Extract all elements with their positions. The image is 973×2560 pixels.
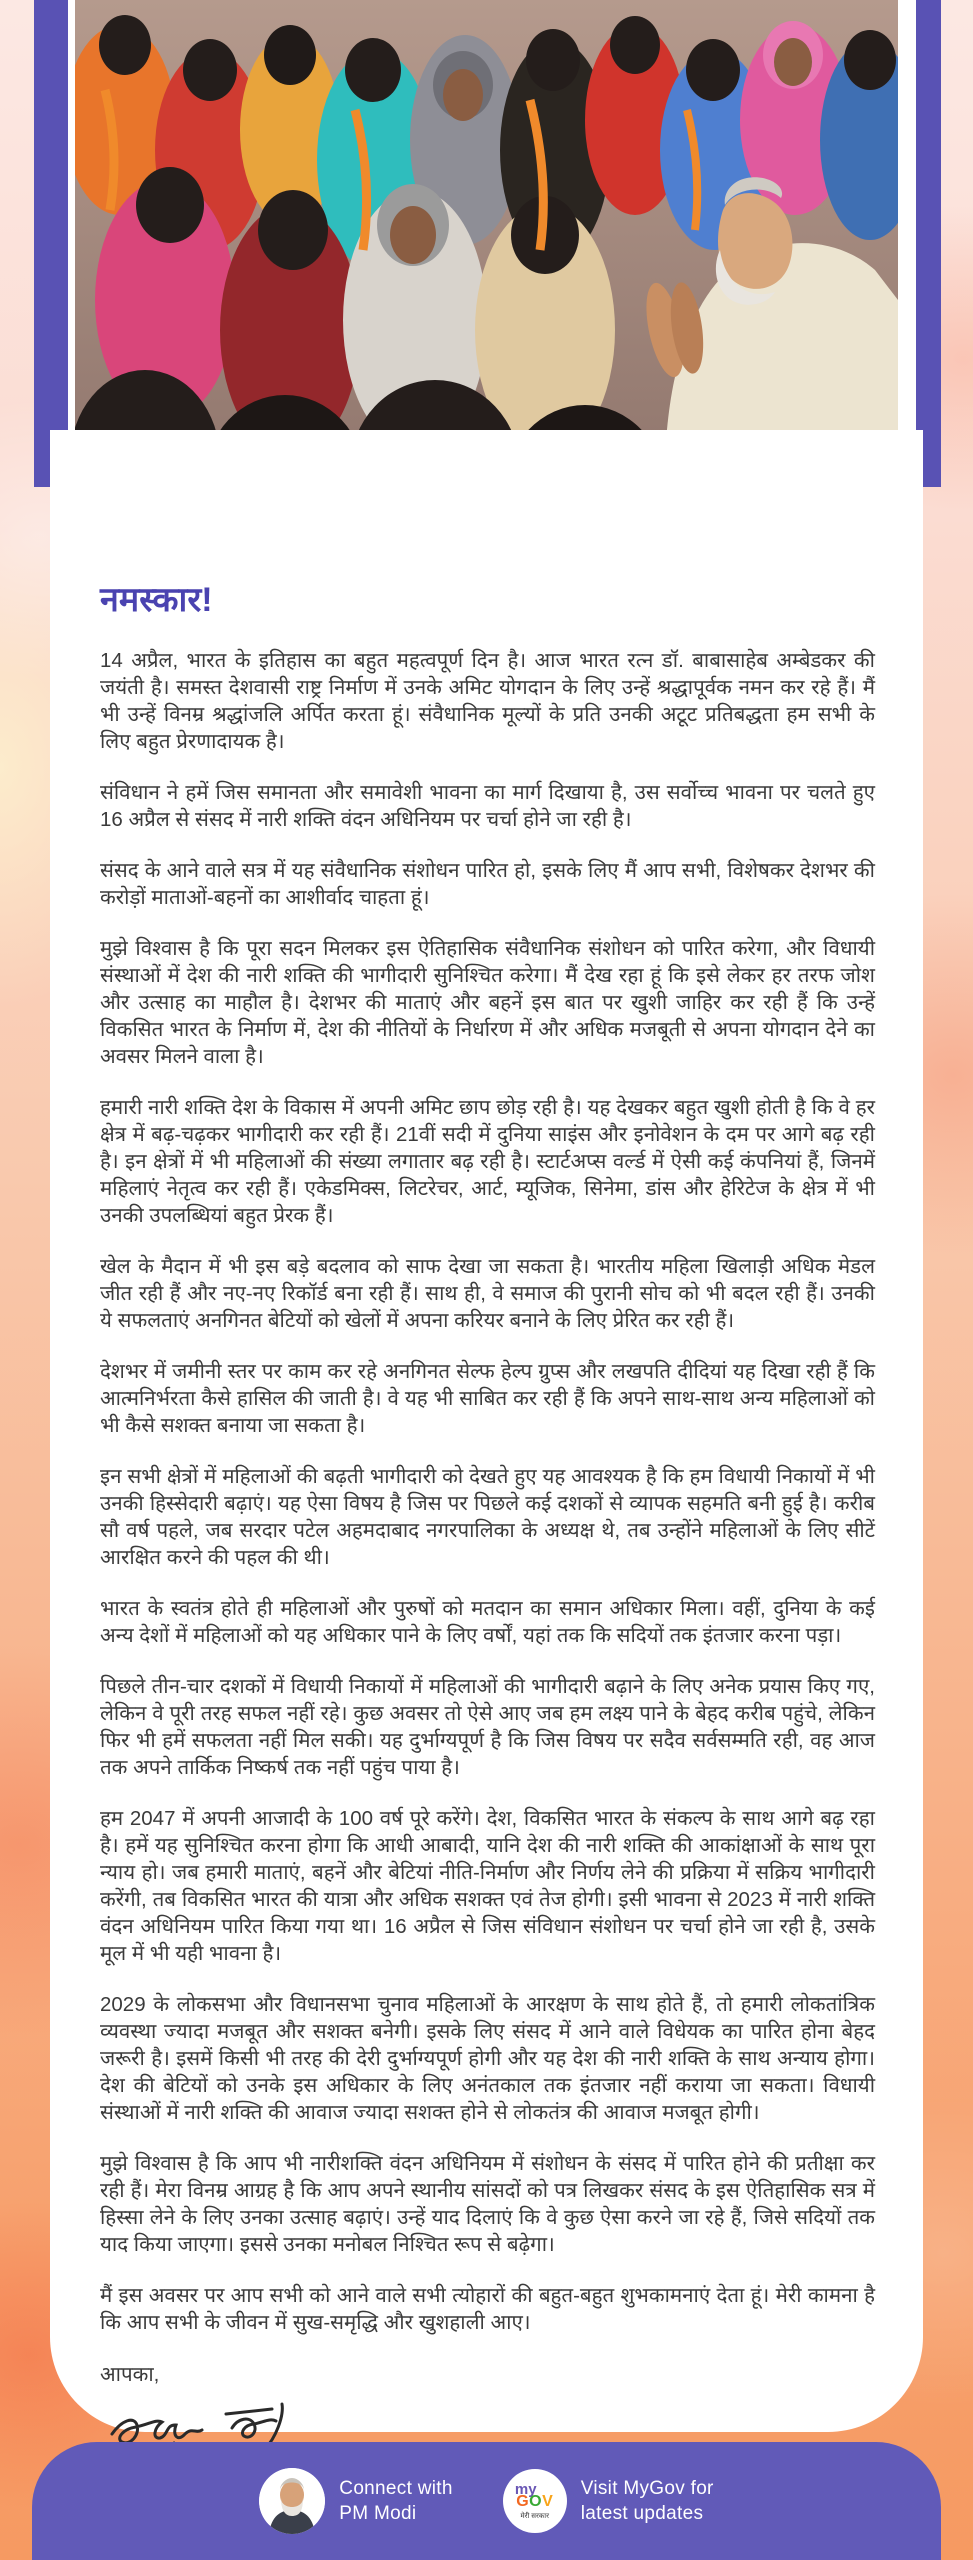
letter-paragraph: पिछले तीन-चार दशकों में विधायी निकायों में महिलाओं की भागीदारी बढ़ाने के लिए अनेक प्रयास किए गए, लेकिन वे पूरी तरह सफल नहीं रहे। कुछ अवसर तो ऐसे आए जब हम लक्ष्य पाने के बेहद करीब पहुंचे, लेकिन फिर भी हमें सफलता नहीं मिल सकी। यह दुर्भाग्यपूर्ण है कि जिस विषय पर सदैव सर्वसम्मति रही, वह आज तक अपने तार्किक निष्कर्ष तक नहीं पहुंच पाया है।	[100, 1675, 875, 1779]
pm-modi-avatar-icon	[259, 2468, 325, 2534]
mygov-label: Visit MyGov for latest updates	[580, 2478, 714, 2524]
letter-paragraph: हमारी नारी शक्ति देश के विकास में अपनी अमिट छाप छोड़ रही है। यह देखकर बहुत खुशी होती है कि वे हर क्षेत्र में बढ़-चढ़कर भागीदारी कर रही हैं। 21वीं सदी में दुनिया साइंस और इनोवेशन के दम पर आगे बढ़ रही है। इन क्षेत्रों में भी महिलाओं की संख्या लगातार बढ़ रही है। स्टार्टअप्स वर्ल्ड में ऐसी कई कंपनियां हैं, जिनमें महिलाएं नेतृत्व कर रही हैं। एकेडमिक्स, लिटरेचर, आर्ट, म्यूजिक, सिनेमा, डांस और हेरिटेज के क्षेत्र में भी उनकी उपलब्धियां बहुत प्रेरक हैं।	[100, 1096, 875, 1227]
letter-paragraph: मुझे विश्वास है कि आप भी नारीशक्ति वंदन अधिनियम में संशोधन के संसद में पारित होने की प्रतीक्षा कर रही हैं। मेरा विनम्र आग्रह है कि आप अपने स्थानीय सांसदों को पत्र लिखकर संसद के इस ऐतिहासिक सत्र में हिस्सा लेने के लिए उनका उत्साह बढ़ाएं। उन्हें याद दिलाएं कि वे कुछ ऐसा करने जा रहे हैं, जिसे सदियों तक याद किया जाएगा। इससे उनका मनोबल निश्चित रूप से बढ़ेगा।	[100, 2152, 875, 2256]
mygov-logo-icon: my GOV मेरी सरकार	[503, 2469, 567, 2533]
visit-mygov-link[interactable]	[503, 2469, 714, 2533]
letter-paragraph: संविधान ने हमें जिस समानता और समावेशी भावना का मार्ग दिखाया है, उस सर्वोच्च भावना पर चलते हुए 16 अप्रैल से संसद में नारी शक्ति वंदन अधिनियम पर चर्चा होने जा रही है।	[100, 781, 875, 831]
letter-paragraph: 2029 के लोकसभा और विधानसभा चुनाव महिलाओं के आरक्षण के साथ होते हैं, तो हमारी लोकतांत्रिक व्यवस्था ज्यादा मजबूत और सशक्त बनेगी। इसके लिए संसद में आने वाले विधेयक का पारित होना बेहद जरूरी है। इसमें किसी भी तरह की देरी दुर्भाग्यपूर्ण होगी और यह देश की नारी शक्ति के साथ अन्याय होगा। देश की बेटियों को उनके इस अधिकार के लिए अनंतकाल तक इंतजार नहीं कराया जा सकता। विधायी संस्थाओं में नारी शक्ति की आवाज ज्यादा सशक्त होने से लोकतंत्र की आवाज मजबूत होगी।	[100, 1993, 875, 2124]
letter-greeting: नमस्कार!	[100, 581, 213, 619]
connect-label: Connect with PM Modi	[339, 2478, 453, 2524]
letter-paragraph: भारत के स्वतंत्र होते ही महिलाओं और पुरुषों को मतदान का समान अधिकार मिला। वहीं, दुनिया के कई अन्य देशों में महिलाओं को यह अधिकार पाने के लिए वर्षों, यहां तक कि सदियों तक इंतजार करना पड़ा।	[100, 1597, 875, 1647]
letter-paragraph: मैं इस अवसर पर आप सभी को आने वाले सभी त्योहारों की बहुत-बहुत शुभकामनाएं देता हूं। मेरी कामना है कि आप सभी के जीवन में सुख-समृद्धि और खुशहाली आए।	[100, 2284, 875, 2334]
letter-paragraph: खेल के मैदान में भी इस बड़े बदलाव को साफ देखा जा सकता है। भारतीय महिला खिलाड़ी अधिक मेडल जीत रही हैं और नए-नए रिकॉर्ड बना रही हैं। साथ ही, वे समाज की पुरानी सोच को भी बदल रही हैं। उनकी ये सफलताएं अनगिनत बेटियों को खेलों में अपना करियर बनाने के लिए प्रेरित कर रही हैं।	[100, 1255, 875, 1332]
letter-card	[50, 430, 923, 2432]
letter-paragraph: इन सभी क्षेत्रों में महिलाओं की बढ़ती भागीदारी को देखते हुए यह आवश्यक है कि हम विधायी निकायों में भी उनकी हिस्सेदारी बढ़ाएं। यह ऐसा विषय है जिस पर पिछले कई दशकों से व्यापक सहमति बनी हुई है। करीब सौ वर्ष पहले, जब सरदार पटेल अहमदाबाद नगरपालिका के अध्यक्ष थे, तब उन्होंने महिलाओं के लिए सीटें आरक्षित करने की पहल की थी।	[100, 1465, 875, 1569]
connect-pm-modi-link[interactable]	[259, 2468, 452, 2534]
letter-paragraph: 14 अप्रैल, भारत के इतिहास का बहुत महत्वपूर्ण दिन है। आज भारत रत्न डॉ. बाबासाहेब अम्बेडकर की जयंती है। समस्त देशवासी राष्ट्र निर्माण में उनके अमिट योगदान के लिए उन्हें श्रद्धापूर्वक नमन कर रहे हैं। मैं भी उन्हें विनम्र श्रद्धांजलि अर्पित करता हूं। संवैधानिक मूल्यों के प्रति उनकी अटूट प्रतिबद्धता हम सभी के लिए बहुत प्रेरणादायक है।	[100, 649, 875, 753]
letter-paragraph: संसद के आने वाले सत्र में यह संवैधानिक संशोधन पारित हो, इसके लिए मैं आप सभी, विशेषकर देशभर की करोड़ों माताओं-बहनों का आशीर्वाद चाहता हूं।	[100, 859, 875, 909]
footer-bar	[32, 2442, 941, 2560]
letter-paragraph: मुझे विश्वास है कि पूरा सदन मिलकर इस ऐतिहासिक संवैधानिक संशोधन को पारित करेगा, और विधायी संस्थाओं में देश की नारी शक्ति की भागीदारी सुनिश्चित करेगा। मैं देख रहा हूं कि इसे लेकर हर तरफ जोश और उत्साह का माहौल है। देशभर की माताएं और बहनें इस बात पर खुशी जाहिर कर रही हैं कि उन्हें विकसित भारत के निर्माण में, देश की नीतियों के निर्धारण में और अधिक मजबूती से अपना योगदान देने का अवसर मिलने वाला है।	[100, 937, 875, 1068]
letter-paragraphs	[100, 647, 875, 2336]
letter-paragraph: हम 2047 में अपनी आजादी के 100 वर्ष पूरे करेंगे। देश, विकसित भारत के संकल्प के साथ आगे बढ़ रहा है। हमें यह सुनिश्चित करना होगा कि आधी आबादी, यानि देश की नारी शक्ति की आकांक्षाओं के साथ पूरा न्याय हो। जब हमारी माताएं, बहनें और बेटियां नीति-निर्माण और निर्णय लेने की प्रक्रिया में सक्रिय भागीदारी करेंगी, तब विकसित भारत की यात्रा और अधिक सशक्त एवं तेज होगी। इसी भावना से 2023 में नारी शक्ति वंदन अधिनियम पारित किया गया था। 16 अप्रैल से जिस संविधान संशोधन पर चर्चा होने जा रही है, उसके मूल में भी यही भावना है।	[100, 1807, 875, 1965]
letter-content	[100, 575, 875, 2491]
letter-closing: आपका,	[100, 2363, 160, 2386]
letter-paragraph: देशभर में जमीनी स्तर पर काम कर रहे अनगिनत सेल्फ हेल्प ग्रुप्स और लखपति दीदियां यह दिखा रही हैं कि आत्मनिर्भरता कैसे हासिल की जाती है। वे यह भी साबित कर रही हैं कि अपने साथ-साथ अन्य महिलाओं को भी कैसे सशक्त बनाया जा सकता है।	[100, 1360, 875, 1437]
